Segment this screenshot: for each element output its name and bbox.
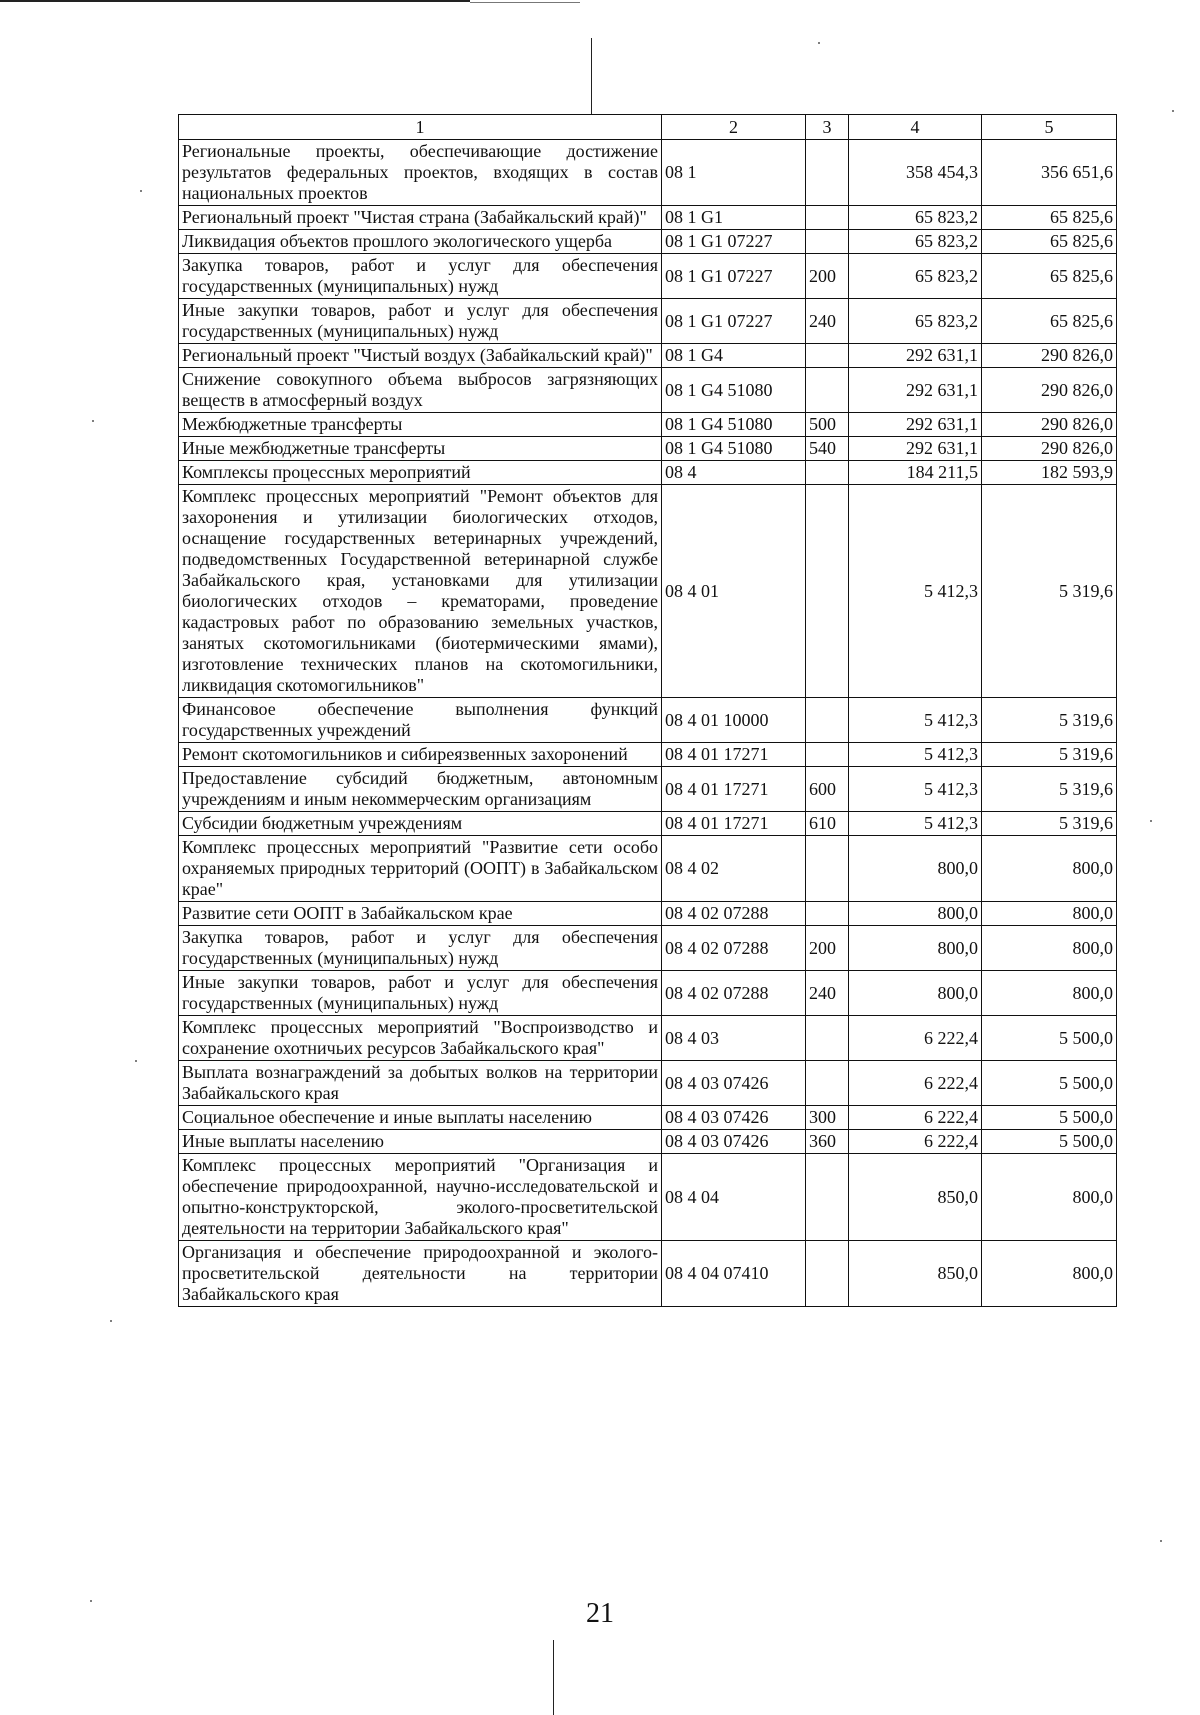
row-name-cell: Комплекс процессных мероприятий "Ремонт объектов для захоронения и утилизации биологических отходов, оснащение государственных ветеринарных учреждений, подведомственных Государственной ветеринарной службе Забайкальского края, установками для утилизации биологических отходов – крематорами, проведение кадастровых работ по образованию земельных участков, занятых скотомогильниками (биотермическими ямами), изготовление технических планов на скотомогильники, ликвидация скотомогильников" xyxy=(179,485,662,698)
row-expense-type-cell xyxy=(806,344,849,368)
row-name-cell: Межбюджетные трансферты xyxy=(179,413,662,437)
row-amount-col4-cell: 292 631,1 xyxy=(849,413,982,437)
row-expense-type-cell: 200 xyxy=(806,254,849,299)
row-name-cell: Комплекс процессных мероприятий "Воспроизводство и сохранение охотничьих ресурсов Забайкальского края" xyxy=(179,1016,662,1061)
row-amount-col5-cell: 65 825,6 xyxy=(982,254,1117,299)
row-amount-col5-cell: 800,0 xyxy=(982,836,1117,902)
row-amount-col5-cell: 800,0 xyxy=(982,926,1117,971)
scan-artifact-dot xyxy=(1172,110,1174,112)
table-header-row xyxy=(179,115,1117,140)
row-code-cell: 08 1 G4 51080 xyxy=(662,437,806,461)
row-name-cell: Ликвидация объектов прошлого экологического ущерба xyxy=(179,230,662,254)
row-amount-col5-cell: 182 593,9 xyxy=(982,461,1117,485)
scan-artifact-top-line-right xyxy=(470,2,580,3)
row-code-cell: 08 4 03 07426 xyxy=(662,1130,806,1154)
row-name-cell: Развитие сети ООПТ в Забайкальском крае xyxy=(179,902,662,926)
row-amount-col4-cell: 6 222,4 xyxy=(849,1106,982,1130)
row-name-cell: Комплекс процессных мероприятий "Организация и обеспечение природоохранной, научно-исследовательской и опытно-конструкторской, эколого-просветительской деятельности на территории Забайкальского края" xyxy=(179,1154,662,1241)
row-amount-col5-cell: 290 826,0 xyxy=(982,437,1117,461)
row-expense-type-cell xyxy=(806,485,849,698)
row-code-cell: 08 4 02 07288 xyxy=(662,926,806,971)
row-amount-col5-cell: 800,0 xyxy=(982,902,1117,926)
row-amount-col5-cell: 290 826,0 xyxy=(982,413,1117,437)
row-code-cell: 08 1 G1 07227 xyxy=(662,230,806,254)
table-row xyxy=(179,140,1117,206)
row-code-cell: 08 4 02 07288 xyxy=(662,902,806,926)
row-amount-col4-cell: 65 823,2 xyxy=(849,206,982,230)
row-amount-col4-cell: 850,0 xyxy=(849,1154,982,1241)
row-name-cell: Предоставление субсидий бюджетным, автономным учреждениям и иным некоммерческим организациям xyxy=(179,767,662,812)
row-code-cell: 08 4 03 07426 xyxy=(662,1061,806,1106)
row-amount-col5-cell: 5 500,0 xyxy=(982,1061,1117,1106)
row-amount-col4-cell: 65 823,2 xyxy=(849,230,982,254)
table-row xyxy=(179,299,1117,344)
table-row xyxy=(179,743,1117,767)
row-expense-type-cell xyxy=(806,1154,849,1241)
row-name-cell: Иные закупки товаров, работ и услуг для обеспечения государственных (муниципальных) нужд xyxy=(179,299,662,344)
table-row xyxy=(179,1154,1117,1241)
table-row xyxy=(179,812,1117,836)
row-name-cell: Закупка товаров, работ и услуг для обеспечения государственных (муниципальных) нужд xyxy=(179,926,662,971)
row-name-cell: Снижение совокупного объема выбросов загрязняющих веществ в атмосферный воздух xyxy=(179,368,662,413)
table-row xyxy=(179,1016,1117,1061)
row-code-cell: 08 4 03 xyxy=(662,1016,806,1061)
row-expense-type-cell xyxy=(806,1241,849,1307)
row-code-cell: 08 4 xyxy=(662,461,806,485)
row-name-cell: Комплексы процессных мероприятий xyxy=(179,461,662,485)
row-name-cell: Иные межбюджетные трансферты xyxy=(179,437,662,461)
row-expense-type-cell: 500 xyxy=(806,413,849,437)
table-row xyxy=(179,902,1117,926)
table-row xyxy=(179,461,1117,485)
header-cell-4: 4 xyxy=(849,115,982,140)
scan-artifact-top-line xyxy=(0,0,470,2)
row-code-cell: 08 4 01 xyxy=(662,485,806,698)
table-row xyxy=(179,413,1117,437)
row-amount-col5-cell: 5 500,0 xyxy=(982,1130,1117,1154)
row-amount-col5-cell: 5 500,0 xyxy=(982,1016,1117,1061)
row-amount-col4-cell: 65 823,2 xyxy=(849,299,982,344)
row-name-cell: Комплекс процессных мероприятий "Развитие сети особо охраняемых природных территорий (ООПТ) в Забайкальском крае" xyxy=(179,836,662,902)
row-amount-col4-cell: 6 222,4 xyxy=(849,1016,982,1061)
table-row xyxy=(179,485,1117,698)
row-code-cell: 08 1 G4 51080 xyxy=(662,413,806,437)
row-expense-type-cell: 610 xyxy=(806,812,849,836)
row-expense-type-cell xyxy=(806,698,849,743)
row-amount-col4-cell: 5 412,3 xyxy=(849,743,982,767)
row-amount-col5-cell: 290 826,0 xyxy=(982,344,1117,368)
row-expense-type-cell xyxy=(806,1016,849,1061)
row-expense-type-cell: 240 xyxy=(806,971,849,1016)
row-amount-col4-cell: 292 631,1 xyxy=(849,437,982,461)
scan-artifact-dot xyxy=(1160,1540,1162,1542)
row-name-cell: Социальное обеспечение и иные выплаты населению xyxy=(179,1106,662,1130)
row-code-cell: 08 1 xyxy=(662,140,806,206)
row-code-cell: 08 1 G1 xyxy=(662,206,806,230)
row-amount-col4-cell: 5 412,3 xyxy=(849,767,982,812)
row-amount-col5-cell: 5 319,6 xyxy=(982,812,1117,836)
row-amount-col5-cell: 5 319,6 xyxy=(982,698,1117,743)
row-expense-type-cell: 540 xyxy=(806,437,849,461)
table-row xyxy=(179,368,1117,413)
table-row xyxy=(179,767,1117,812)
row-code-cell: 08 4 04 07410 xyxy=(662,1241,806,1307)
table-row xyxy=(179,971,1117,1016)
page-number: 21 xyxy=(586,1598,614,1629)
row-code-cell: 08 1 G1 07227 xyxy=(662,299,806,344)
row-code-cell: 08 4 04 xyxy=(662,1154,806,1241)
row-amount-col4-cell: 65 823,2 xyxy=(849,254,982,299)
table-row xyxy=(179,254,1117,299)
row-amount-col4-cell: 850,0 xyxy=(849,1241,982,1307)
row-code-cell: 08 1 G1 07227 xyxy=(662,254,806,299)
row-name-cell: Региональный проект "Чистая страна (Забайкальский край)" xyxy=(179,206,662,230)
table-row xyxy=(179,206,1117,230)
row-expense-type-cell xyxy=(806,1061,849,1106)
table-row xyxy=(179,1061,1117,1106)
row-amount-col4-cell: 800,0 xyxy=(849,902,982,926)
row-code-cell: 08 4 01 17271 xyxy=(662,767,806,812)
row-expense-type-cell: 200 xyxy=(806,926,849,971)
row-amount-col5-cell: 800,0 xyxy=(982,1241,1117,1307)
row-expense-type-cell xyxy=(806,902,849,926)
row-code-cell: 08 4 03 07426 xyxy=(662,1106,806,1130)
row-amount-col5-cell: 356 651,6 xyxy=(982,140,1117,206)
budget-table xyxy=(178,114,1117,1307)
table-row xyxy=(179,1130,1117,1154)
row-expense-type-cell xyxy=(806,836,849,902)
row-amount-col5-cell: 5 319,6 xyxy=(982,743,1117,767)
row-amount-col5-cell: 65 825,6 xyxy=(982,206,1117,230)
header-cell-5: 5 xyxy=(982,115,1117,140)
header-cell-2: 2 xyxy=(662,115,806,140)
row-expense-type-cell: 240 xyxy=(806,299,849,344)
row-expense-type-cell: 600 xyxy=(806,767,849,812)
scan-artifact-dot xyxy=(110,1320,112,1322)
row-amount-col4-cell: 292 631,1 xyxy=(849,344,982,368)
scan-artifact-dot xyxy=(1150,820,1152,822)
row-amount-col5-cell: 800,0 xyxy=(982,1154,1117,1241)
row-name-cell: Иные закупки товаров, работ и услуг для обеспечения государственных (муниципальных) нужд xyxy=(179,971,662,1016)
row-code-cell: 08 4 02 xyxy=(662,836,806,902)
row-amount-col5-cell: 5 319,6 xyxy=(982,767,1117,812)
row-code-cell: 08 4 02 07288 xyxy=(662,971,806,1016)
table-row xyxy=(179,836,1117,902)
row-amount-col4-cell: 358 454,3 xyxy=(849,140,982,206)
row-name-cell: Выплата вознаграждений за добытых волков на территории Забайкальского края xyxy=(179,1061,662,1106)
scan-artifact-dot xyxy=(92,420,94,422)
row-amount-col5-cell: 800,0 xyxy=(982,971,1117,1016)
row-amount-col4-cell: 800,0 xyxy=(849,836,982,902)
row-amount-col5-cell: 5 319,6 xyxy=(982,485,1117,698)
row-code-cell: 08 4 01 10000 xyxy=(662,698,806,743)
row-code-cell: 08 4 01 17271 xyxy=(662,743,806,767)
table-row xyxy=(179,437,1117,461)
row-amount-col5-cell: 65 825,6 xyxy=(982,230,1117,254)
row-expense-type-cell xyxy=(806,743,849,767)
scan-artifact-vertical-mark-bottom xyxy=(553,1640,554,1715)
row-amount-col4-cell: 5 412,3 xyxy=(849,485,982,698)
row-amount-col5-cell: 290 826,0 xyxy=(982,368,1117,413)
row-amount-col5-cell: 5 500,0 xyxy=(982,1106,1117,1130)
table-row xyxy=(179,230,1117,254)
row-amount-col4-cell: 5 412,3 xyxy=(849,812,982,836)
row-name-cell: Региональный проект "Чистый воздух (Забайкальский край)" xyxy=(179,344,662,368)
row-name-cell: Финансовое обеспечение выполнения функций государственных учреждений xyxy=(179,698,662,743)
row-amount-col4-cell: 6 222,4 xyxy=(849,1061,982,1106)
row-name-cell: Иные выплаты населению xyxy=(179,1130,662,1154)
row-amount-col4-cell: 5 412,3 xyxy=(849,698,982,743)
table-row xyxy=(179,344,1117,368)
table-row xyxy=(179,1241,1117,1307)
row-code-cell: 08 1 G4 51080 xyxy=(662,368,806,413)
row-name-cell: Закупка товаров, работ и услуг для обеспечения государственных (муниципальных) нужд xyxy=(179,254,662,299)
table-row xyxy=(179,698,1117,743)
row-amount-col4-cell: 6 222,4 xyxy=(849,1130,982,1154)
row-expense-type-cell: 300 xyxy=(806,1106,849,1130)
scan-artifact-vertical-mark-top xyxy=(591,38,592,114)
row-expense-type-cell xyxy=(806,230,849,254)
row-name-cell: Региональные проекты, обеспечивающие достижение результатов федеральных проектов, входящих в состав национальных проектов xyxy=(179,140,662,206)
row-amount-col4-cell: 800,0 xyxy=(849,926,982,971)
row-amount-col4-cell: 800,0 xyxy=(849,971,982,1016)
budget-table-body xyxy=(179,115,1117,1307)
row-name-cell: Организация и обеспечение природоохранной и эколого-просветительской деятельности на территории Забайкальского края xyxy=(179,1241,662,1307)
row-name-cell: Субсидии бюджетным учреждениям xyxy=(179,812,662,836)
row-code-cell: 08 1 G4 xyxy=(662,344,806,368)
header-cell-1: 1 xyxy=(179,115,662,140)
row-expense-type-cell: 360 xyxy=(806,1130,849,1154)
row-code-cell: 08 4 01 17271 xyxy=(662,812,806,836)
row-expense-type-cell xyxy=(806,368,849,413)
scan-artifact-dot xyxy=(818,42,820,44)
scan-artifact-dot xyxy=(140,190,142,192)
row-expense-type-cell xyxy=(806,206,849,230)
table-row xyxy=(179,926,1117,971)
row-amount-col4-cell: 184 211,5 xyxy=(849,461,982,485)
row-amount-col4-cell: 292 631,1 xyxy=(849,368,982,413)
row-expense-type-cell xyxy=(806,461,849,485)
row-name-cell: Ремонт скотомогильников и сибиреязвенных захоронений xyxy=(179,743,662,767)
table-row xyxy=(179,1106,1117,1130)
header-cell-3: 3 xyxy=(806,115,849,140)
row-amount-col5-cell: 65 825,6 xyxy=(982,299,1117,344)
row-expense-type-cell xyxy=(806,140,849,206)
scan-artifact-dot xyxy=(135,1060,137,1062)
